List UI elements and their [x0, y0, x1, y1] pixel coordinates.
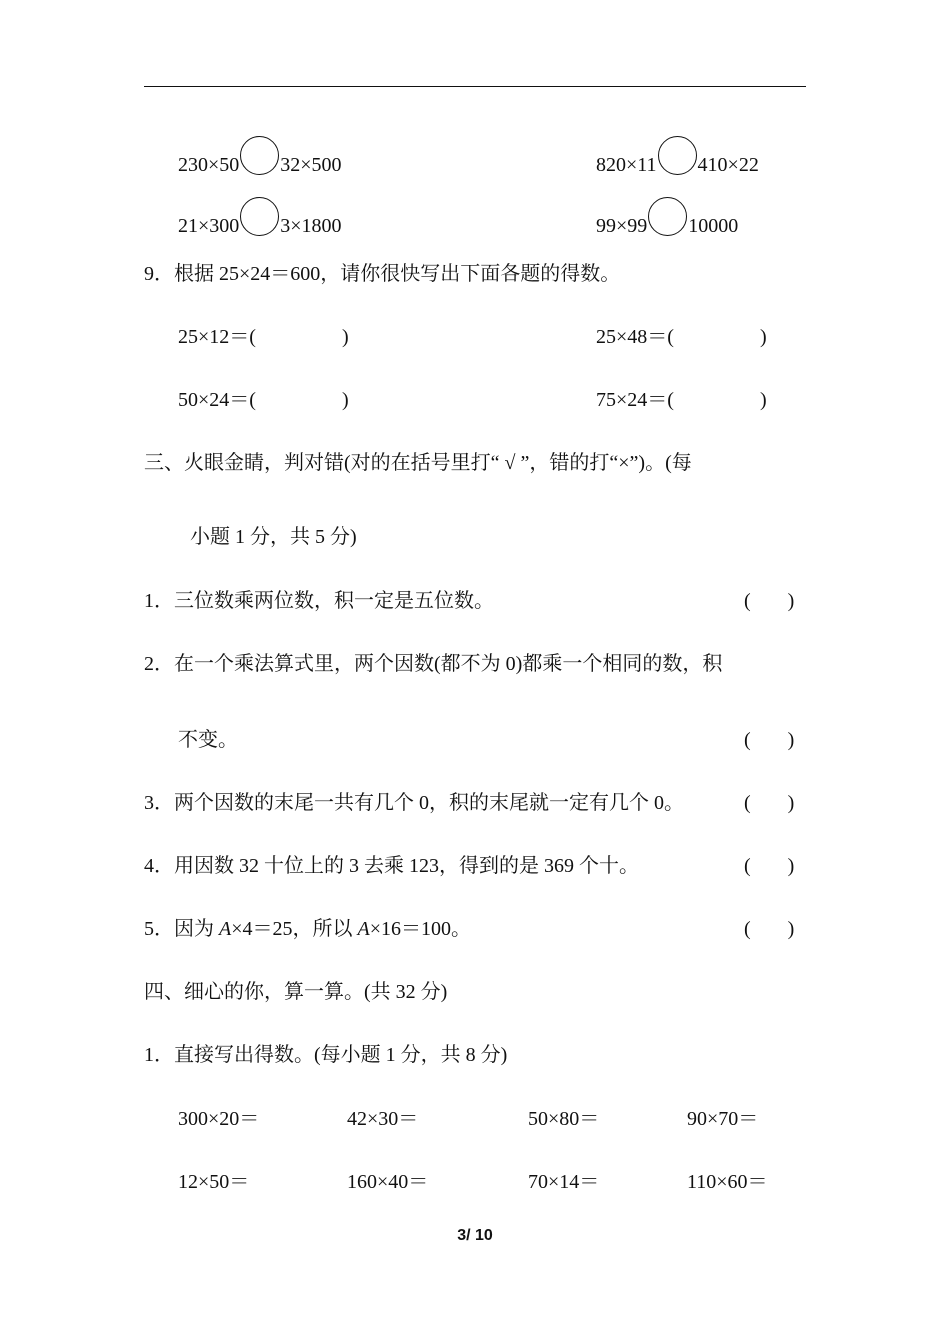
close-paren: ) [759, 389, 767, 411]
section4-title: 四、细心的你，算一算。(共 32 分) [144, 981, 448, 1003]
judge-item-4: 4．用因数 32 十位上的 3 去乘 123，得到的是 369 个十。 [144, 855, 639, 877]
q9-item-4 [596, 387, 767, 413]
section4-sub1: 1．直接写出得数。(每小题 1 分，共 8 分) [144, 1044, 508, 1066]
judge-item-2-line2: 不变。 [178, 729, 238, 751]
close-paren: ) [787, 792, 795, 814]
judge-item-3: 3．两个因数的末尾一共有几个 0，积的末尾就一定有几个 0。 [144, 792, 684, 814]
open-paren: ( [744, 918, 751, 940]
q9-item-2 [596, 324, 767, 350]
q9-expr: 75×24＝( [596, 389, 674, 411]
header-rule [144, 86, 806, 87]
comparison-left: 21×300 [178, 215, 240, 237]
comparison-left: 820×11 [596, 154, 657, 176]
text: 5．因为 [144, 918, 219, 940]
judge-item-1: 1．三位数乘两位数，积一定是五位数。 [144, 590, 494, 612]
judge-item-5 [144, 916, 471, 942]
comparison-left: 230×50 [178, 154, 240, 176]
variable-a: A [357, 918, 370, 940]
comparison-left: 99×99 [596, 215, 648, 237]
q9-item-3 [178, 387, 349, 413]
open-paren: ( [744, 590, 751, 612]
compare-circle[interactable] [658, 136, 697, 175]
calc-7: 70×14＝ [528, 1171, 600, 1193]
calc-3: 50×80＝ [528, 1108, 600, 1130]
section3-title-line1: 三、火眼金睛，判对错(对的在括号里打“ √ ”，错的打“×”)。(每 [144, 452, 692, 474]
close-paren: ) [787, 918, 795, 940]
comparison-right: 10000 [688, 215, 739, 237]
q9-item-1 [178, 324, 349, 350]
calc-1: 300×20＝ [178, 1108, 260, 1130]
comparison-3 [178, 200, 342, 239]
judge-paren-1[interactable] [744, 588, 794, 614]
comparison-right: 32×500 [280, 154, 342, 176]
close-paren: ) [759, 326, 767, 348]
comparison-4 [596, 200, 738, 239]
comparison-2 [596, 139, 759, 178]
q9-expr: 25×48＝( [596, 326, 674, 348]
calc-6: 160×40＝ [347, 1171, 429, 1193]
text: ×16＝100。 [369, 918, 471, 940]
calc-2: 42×30＝ [347, 1108, 419, 1130]
compare-circle[interactable] [240, 197, 279, 236]
open-paren: ( [744, 792, 751, 814]
page-number: 3/ 10 [457, 1227, 493, 1244]
section3-title-line2: 小题 1 分，共 5 分) [190, 526, 357, 548]
comparison-right: 3×1800 [280, 215, 342, 237]
q9-prompt: 9．根据 25×24＝600，请你很快写出下面各题的得数。 [144, 263, 621, 285]
calc-5: 12×50＝ [178, 1171, 250, 1193]
close-paren: ) [787, 729, 795, 751]
comparison-right: 410×22 [697, 154, 759, 176]
judge-paren-2[interactable] [744, 727, 794, 753]
compare-circle[interactable] [648, 197, 687, 236]
q9-expr: 25×12＝( [178, 326, 256, 348]
judge-paren-5[interactable] [744, 916, 794, 942]
open-paren: ( [744, 729, 751, 751]
compare-circle[interactable] [240, 136, 279, 175]
close-paren: ) [341, 389, 349, 411]
open-paren: ( [744, 855, 751, 877]
text: ×4＝25，所以 [231, 918, 358, 940]
judge-paren-4[interactable] [744, 853, 794, 879]
calc-4: 90×70＝ [687, 1108, 759, 1130]
judge-item-2-line1: 2．在一个乘法算式里，两个因数(都不为 0)都乘一个相同的数，积 [144, 653, 723, 675]
variable-a: A [219, 918, 232, 940]
comparison-1 [178, 139, 342, 178]
judge-paren-3[interactable] [744, 790, 794, 816]
q9-expr: 50×24＝( [178, 389, 256, 411]
close-paren: ) [341, 326, 349, 348]
close-paren: ) [787, 855, 795, 877]
close-paren: ) [787, 590, 795, 612]
calc-8: 110×60＝ [687, 1171, 768, 1193]
